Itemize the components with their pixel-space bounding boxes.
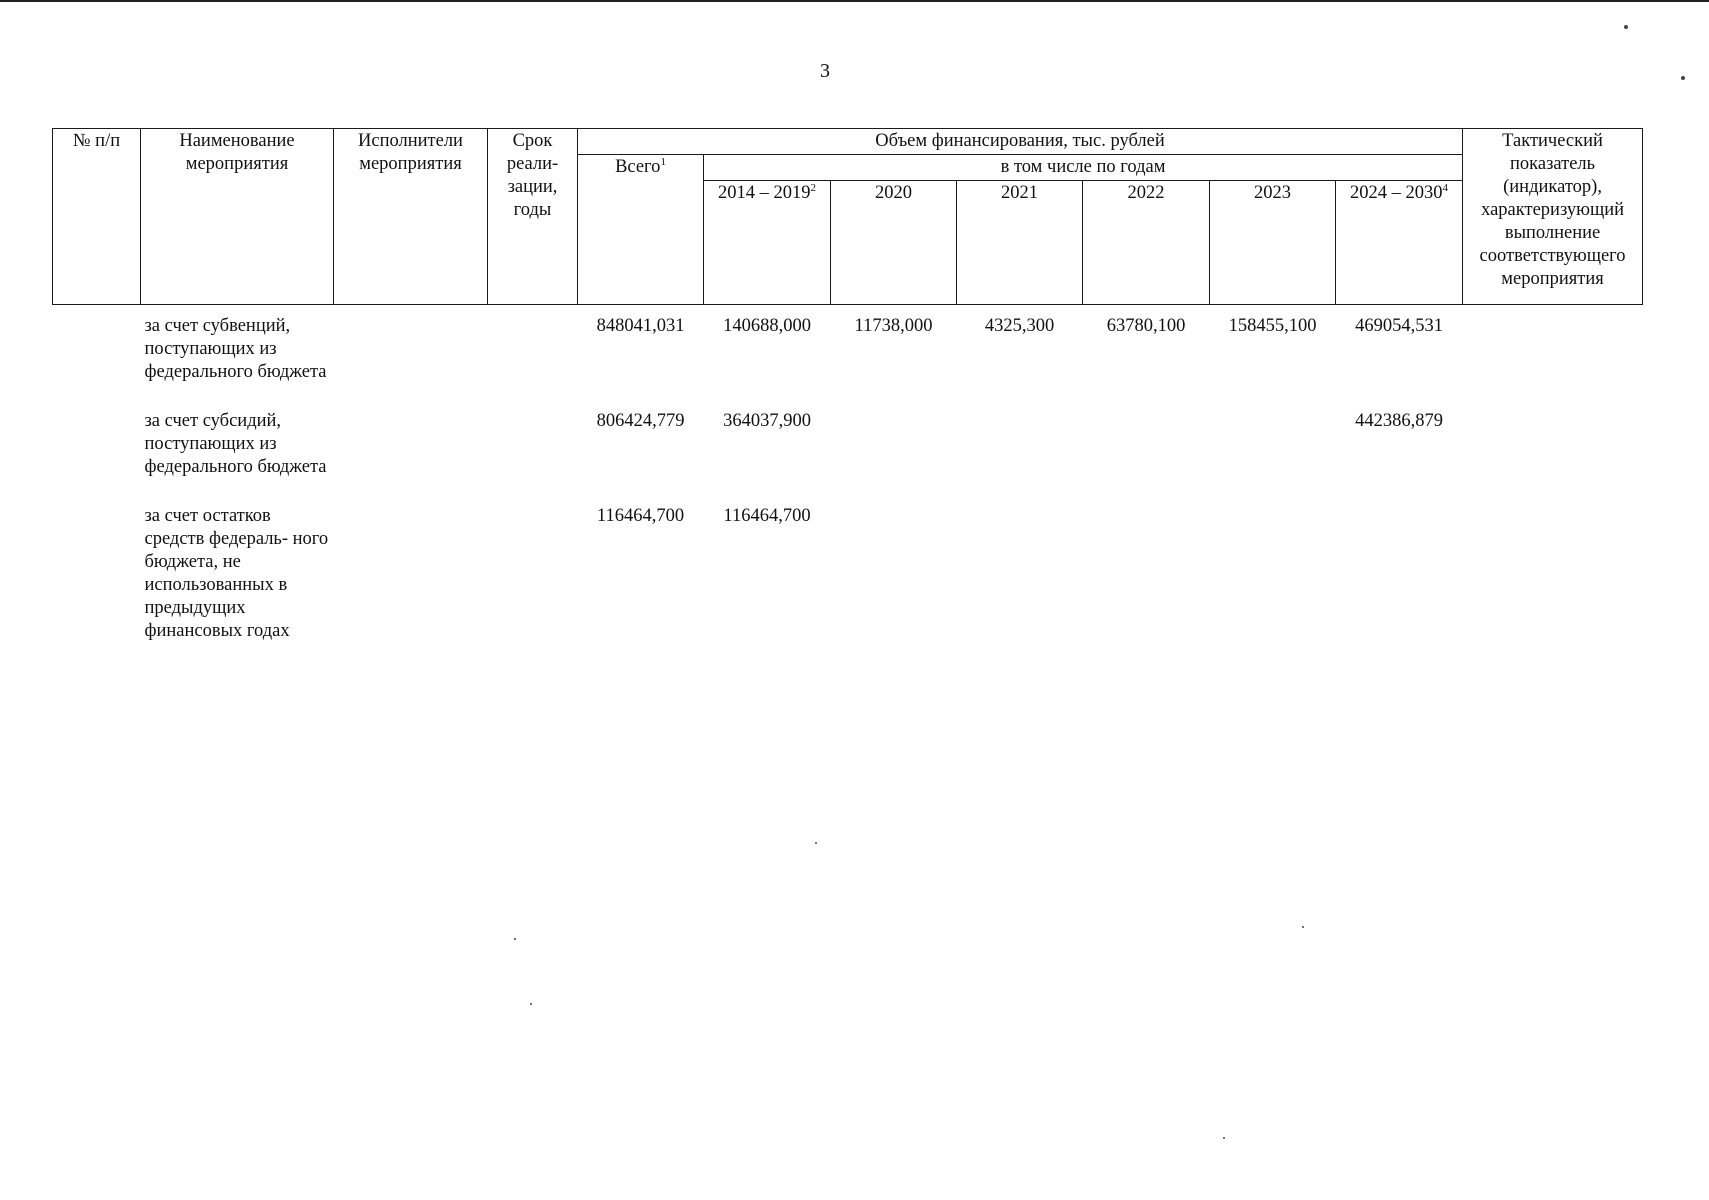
cell-2023: 158455,100 bbox=[1228, 316, 1317, 336]
header-year-2020: 2020 bbox=[831, 181, 957, 305]
header-total: Всего$^1$ bbox=[578, 155, 704, 305]
table-row bbox=[53, 495, 1643, 659]
cell-2023 bbox=[1210, 400, 1336, 495]
cell-2023 bbox=[1210, 495, 1336, 659]
scan-speck bbox=[1681, 76, 1685, 80]
row-label: за счет субвенций, поступающих из федерального бюджета bbox=[144, 316, 327, 382]
header-volume: Объем финансирования, тыс. рублей bbox=[578, 129, 1463, 155]
cell-total: 806424,779 bbox=[596, 411, 685, 431]
row-label: за счет субсидий, поступающих из федерального бюджета bbox=[144, 411, 327, 477]
header-name: Наименование мероприятия bbox=[141, 129, 334, 305]
row-label: за счет остатков средств федераль- ного бюджета, не использованных в предыдущих финансовых годах bbox=[144, 506, 329, 641]
cell-total: 116464,700 bbox=[596, 506, 685, 526]
financing-table bbox=[52, 128, 1643, 659]
cell-2021 bbox=[957, 400, 1083, 495]
cell-2020: 11738,000 bbox=[854, 316, 933, 336]
cell-2021 bbox=[957, 495, 1083, 659]
table-row bbox=[53, 305, 1643, 401]
page-number: 3 bbox=[820, 60, 830, 82]
cell-2020 bbox=[831, 400, 957, 495]
header-year-2022: 2022 bbox=[1083, 181, 1210, 305]
scan-speck bbox=[1223, 1137, 1225, 1139]
header-term: Срок реали- зации, годы bbox=[488, 129, 578, 305]
cell-2022: 63780,100 bbox=[1106, 316, 1186, 336]
header-by-years: в том числе по годам bbox=[704, 155, 1463, 181]
cell-2022 bbox=[1083, 495, 1210, 659]
top-rule bbox=[0, 0, 1709, 2]
cell-2014-2019: 116464,700 bbox=[723, 506, 811, 526]
scan-speck bbox=[1624, 25, 1628, 29]
table-row bbox=[53, 400, 1643, 495]
header-year-2023: 2023 bbox=[1210, 181, 1336, 305]
table-header bbox=[53, 129, 1643, 305]
cell-total: 848041,031 bbox=[596, 316, 685, 336]
scan-speck bbox=[514, 938, 516, 940]
cell-2024-2030: 442386,879 bbox=[1355, 411, 1443, 431]
scan-speck bbox=[530, 1003, 532, 1005]
header-executors: Исполнители мероприятия bbox=[334, 129, 488, 305]
cell-2014-2019: 140688,000 bbox=[723, 316, 811, 336]
cell-2021: 4325,300 bbox=[984, 316, 1055, 336]
cell-2024-2030 bbox=[1336, 495, 1463, 659]
header-num: № п/п bbox=[53, 129, 141, 305]
header-indicator: Тактический показатель (индикатор), характеризующий выполнение соответствующего мероприятия bbox=[1463, 129, 1643, 305]
cell-2014-2019: 364037,900 bbox=[723, 411, 811, 431]
scan-speck bbox=[1302, 926, 1304, 928]
header-year-2014-2019: 2014 – 2019$^2$ bbox=[704, 181, 831, 305]
cell-2022 bbox=[1083, 400, 1210, 495]
header-year-2021: 2021 bbox=[957, 181, 1083, 305]
header-year-2024-2030: 2024 – 2030$^4$ bbox=[1336, 181, 1463, 305]
cell-2024-2030: 469054,531 bbox=[1355, 316, 1443, 336]
scan-speck bbox=[815, 842, 817, 844]
cell-2020 bbox=[831, 495, 957, 659]
